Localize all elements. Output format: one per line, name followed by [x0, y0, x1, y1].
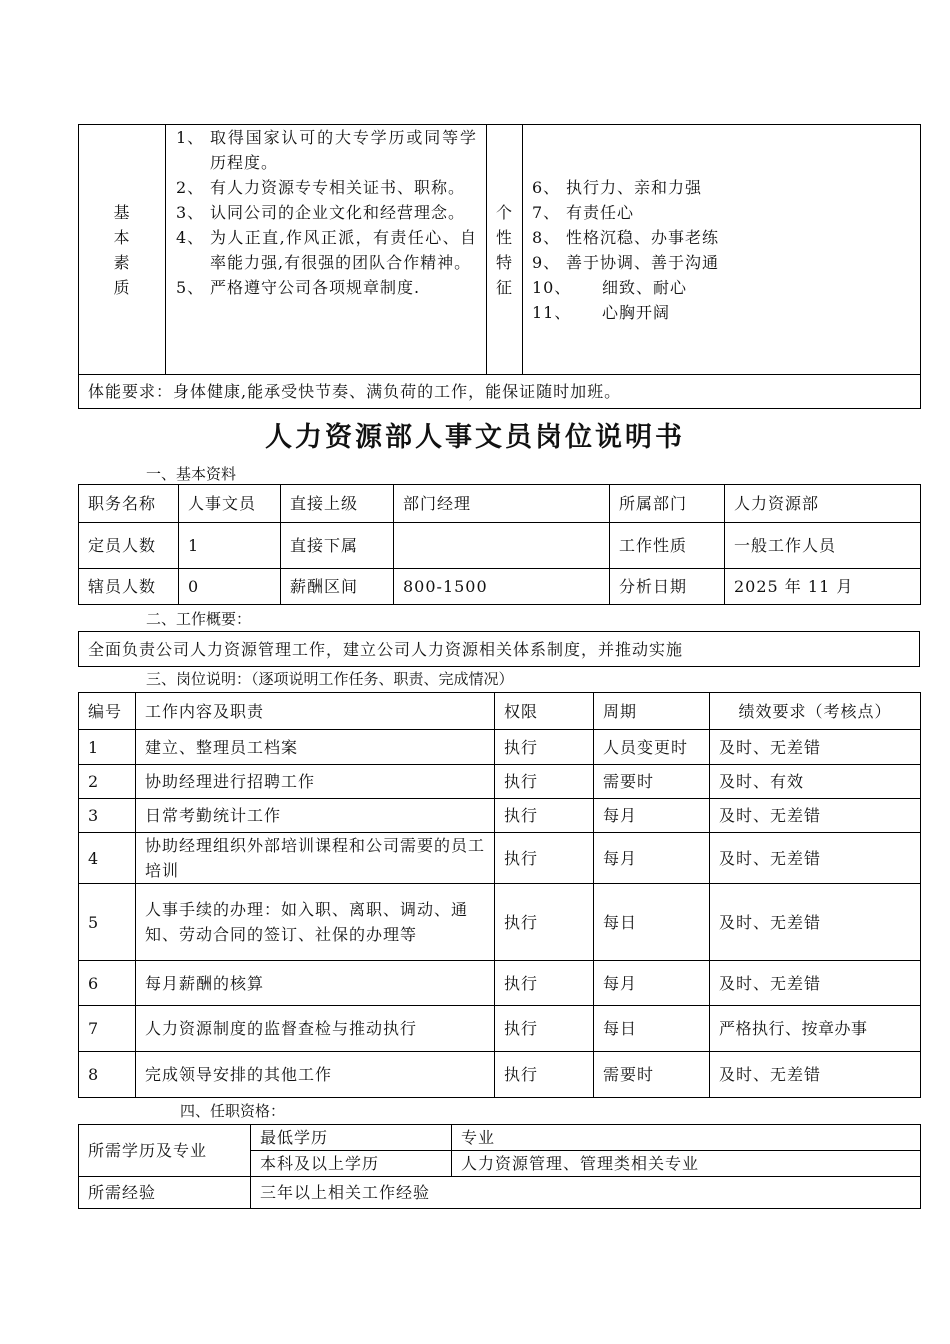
list-item: [176, 175, 477, 200]
trait-label-char: 性: [495, 227, 513, 247]
table-cell: 7、: [532, 202, 561, 222]
table-cell: 善于协调、善于沟通: [566, 252, 720, 272]
requirements-list: [176, 125, 477, 300]
cell: 所属部门: [610, 485, 725, 523]
basic-label-char: 质: [113, 277, 131, 297]
cell: 职务名称: [79, 485, 179, 523]
table-cell: 及时、无差错: [710, 833, 921, 884]
section-heading: 一、基本资料: [146, 465, 237, 483]
table-cell: 需要时: [594, 765, 710, 799]
major-header: 专业: [452, 1125, 921, 1151]
table-cell: 人事手续的办理：如入职、离职、调动、通知、劳动合同的签订、社保的办理等: [136, 884, 495, 961]
table-cell: 10、: [532, 277, 572, 297]
traits-list: [532, 175, 911, 325]
table-cell: 9、: [532, 252, 561, 272]
major-value: 人力资源管理、管理类相关专业: [452, 1151, 921, 1177]
table-row: [79, 523, 921, 569]
section-heading: 四、任职资格：: [180, 1102, 286, 1120]
table-cell: 5、: [176, 278, 205, 297]
summary-table: [78, 631, 920, 667]
experience-value: 三年以上相关工作经验: [251, 1177, 921, 1209]
trait-label-char: 个: [495, 202, 513, 222]
trait-label-char: 特: [495, 252, 513, 272]
table-cell: 4、: [176, 228, 205, 247]
table-cell: 每日: [594, 884, 710, 961]
cell: 人事文员: [179, 485, 281, 523]
table-cell: 每月: [594, 961, 710, 1006]
quality-table: [78, 124, 921, 409]
cell: 分析日期: [610, 569, 725, 605]
table-row: [79, 833, 921, 884]
list-item: [176, 225, 477, 275]
table-row: [79, 799, 921, 833]
qualification-table: [78, 1124, 921, 1209]
table-cell: 需要时: [594, 1052, 710, 1098]
column-header: 工作内容及职责: [136, 693, 495, 730]
table-cell: 严格遵守公司各项规章制度.: [210, 278, 421, 297]
table-cell: 执行: [495, 799, 594, 833]
page-title: 人力资源部人事文员岗位说明书: [265, 422, 685, 453]
table-row: [79, 1052, 921, 1098]
duties-table: [78, 692, 921, 1098]
table-cell: 3、: [176, 203, 205, 222]
cell: 直接下属: [281, 523, 394, 569]
table-cell: 有责任心: [566, 202, 635, 222]
table-cell: 执行: [495, 1052, 594, 1098]
table-cell: 8: [79, 1052, 136, 1098]
job-summary: 全面负责公司人力资源管理工作，建立公司人力资源相关体系制度，并推动实施: [79, 632, 920, 667]
trait-label: [487, 125, 523, 375]
table-row: [79, 485, 921, 523]
column-header: 周期: [594, 693, 710, 730]
min-education-header: 最低学历: [251, 1125, 452, 1151]
trait-label-char: 征: [495, 277, 513, 297]
column-header: 绩效要求（考核点）: [710, 693, 921, 730]
list-item: [176, 275, 477, 300]
table-cell: 取得国家认可的大专学历或同等学历程度。: [210, 128, 477, 172]
table-row: [79, 1006, 921, 1052]
table-cell: 6、: [532, 177, 561, 197]
table-cell: 日常考勤统计工作: [136, 799, 495, 833]
table-cell: 执行: [495, 1006, 594, 1052]
table-cell: 6: [79, 961, 136, 1006]
table-cell: 4: [79, 833, 136, 884]
physical-requirement: 体能要求：身体健康,能承受快节奏、满负荷的工作，能保证随时加班。: [79, 375, 921, 409]
table-cell: 每日: [594, 1006, 710, 1052]
cell: 0: [179, 569, 281, 605]
cell: 1: [179, 523, 281, 569]
cell: 一般工作人员: [725, 523, 921, 569]
table-cell: 8、: [532, 227, 561, 247]
traits-cell: [523, 125, 921, 375]
table-cell: 人员变更时: [594, 730, 710, 765]
table-cell: 为人正直,作风正派，有责任心、自率能力强,有很强的团队合作精神。: [210, 228, 477, 272]
table-row: [79, 884, 921, 961]
cell: 人力资源部: [725, 485, 921, 523]
table-cell: 1: [79, 730, 136, 765]
column-header: 权限: [495, 693, 594, 730]
cell: 定员人数: [79, 523, 179, 569]
table-cell: 及时、无差错: [710, 799, 921, 833]
table-row: [79, 569, 921, 605]
cell: 2025 年 11 月: [725, 569, 921, 605]
cell: 薪酬区间: [281, 569, 394, 605]
table-cell: 执行: [495, 961, 594, 1006]
basic-quality-label: [79, 125, 166, 375]
cell: 工作性质: [610, 523, 725, 569]
table-cell: 5: [79, 884, 136, 961]
list-item: [532, 275, 911, 300]
section-heading: 二、工作概要：: [146, 610, 252, 628]
table-cell: 执行: [495, 765, 594, 799]
cell: 辖员人数: [79, 569, 179, 605]
table-cell: 2: [79, 765, 136, 799]
table-row: [79, 961, 921, 1006]
cell: 部门经理: [394, 485, 610, 523]
table-cell: 及时、无差错: [710, 1052, 921, 1098]
list-item: [532, 200, 911, 225]
table-cell: 每月薪酬的核算: [136, 961, 495, 1006]
table-cell: 7: [79, 1006, 136, 1052]
section-heading: 三、岗位说明：（逐项说明工作任务、职责、完成情况）: [146, 670, 514, 688]
table-cell: 有人力资源专专相关证书、职称。: [210, 178, 466, 197]
table-cell: 建立、整理员工档案: [136, 730, 495, 765]
table-row: [79, 730, 921, 765]
list-item: [532, 225, 911, 250]
table-header-row: [79, 693, 921, 730]
table-cell: 执行: [495, 730, 594, 765]
table-cell: 完成领导安排的其他工作: [136, 1052, 495, 1098]
cell: [394, 523, 610, 569]
table-cell: 严格执行、按章办事: [710, 1006, 921, 1052]
table-cell: 细致、耐心: [602, 277, 688, 297]
table-cell: 认同公司的企业文化和经营理念。: [210, 203, 466, 222]
table-cell: 性格沉稳、办事老练: [566, 227, 720, 247]
list-item: [532, 250, 911, 275]
table-cell: 及时、无差错: [710, 884, 921, 961]
list-item: [532, 300, 911, 325]
table-cell: 执行: [495, 833, 594, 884]
table-cell: 3: [79, 799, 136, 833]
table-cell: 及时、有效: [710, 765, 921, 799]
cell: 直接上级: [281, 485, 394, 523]
education-label: 所需学历及专业: [79, 1125, 251, 1177]
requirements-cell: [166, 125, 487, 375]
table-cell: 人力资源制度的监督查检与推动执行: [136, 1006, 495, 1052]
table-row: [79, 765, 921, 799]
list-item: [532, 175, 911, 200]
basic-label-char: 基: [113, 202, 131, 222]
cell: 800-1500: [394, 569, 610, 605]
basic-info-table: [78, 484, 921, 605]
table-cell: 1、: [176, 128, 205, 147]
table-cell: 每月: [594, 799, 710, 833]
min-education-value: 本科及以上学历: [251, 1151, 452, 1177]
table-cell: 每月: [594, 833, 710, 884]
table-cell: 心胸开阔: [602, 302, 671, 322]
table-cell: 及时、无差错: [710, 730, 921, 765]
column-header: 编号: [79, 693, 136, 730]
basic-label-char: 素: [113, 252, 131, 272]
list-item: [176, 125, 477, 175]
table-cell: 2、: [176, 178, 205, 197]
list-item: [176, 200, 477, 225]
table-cell: 执行力、亲和力强: [566, 177, 703, 197]
table-cell: 执行: [495, 884, 594, 961]
table-cell: 协助经理进行招聘工作: [136, 765, 495, 799]
table-cell: 协助经理组织外部培训课程和公司需要的员工培训: [136, 833, 495, 884]
table-cell: 及时、无差错: [710, 961, 921, 1006]
table-cell: 11、: [532, 302, 572, 322]
basic-label-char: 本: [113, 227, 131, 247]
experience-label: 所需经验: [79, 1177, 251, 1209]
